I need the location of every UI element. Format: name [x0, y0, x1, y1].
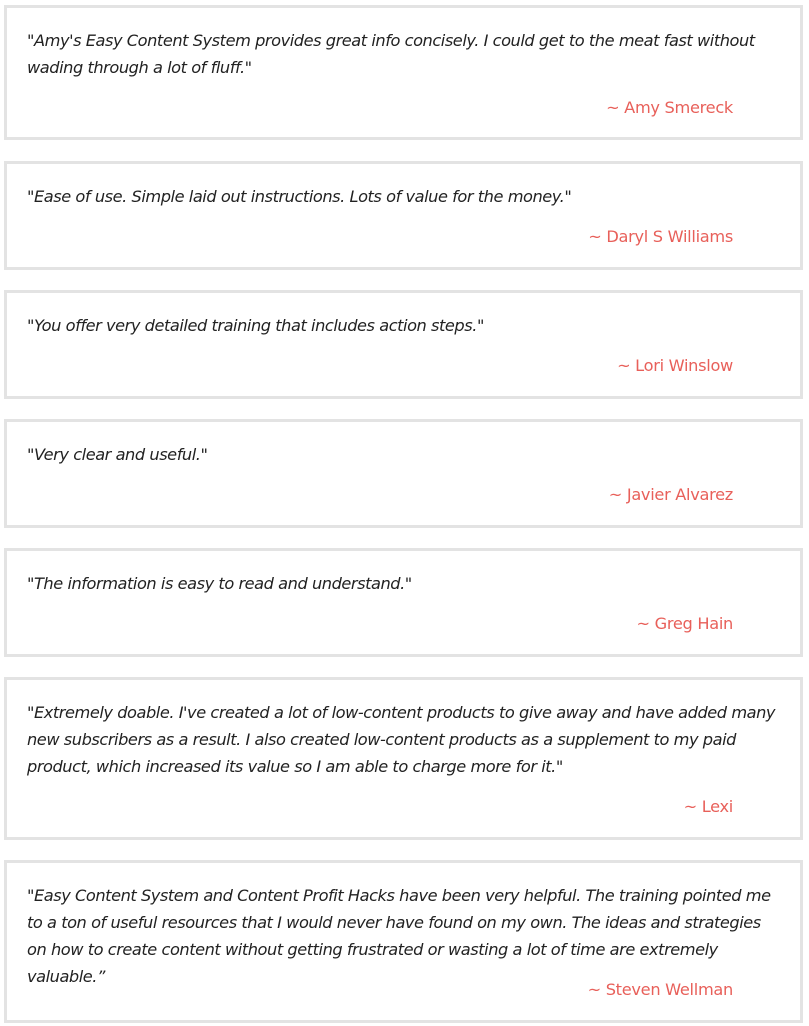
- testimonial-author: ~ Greg Hain: [636, 614, 733, 633]
- testimonial-author: ~ Steven Wellman: [587, 980, 733, 999]
- testimonial-quote: "The information is easy to read and understand.": [27, 574, 412, 593]
- testimonial-quote: "Ease of use. Simple laid out instructions. Lots of value for the money.": [27, 187, 572, 206]
- testimonial-quote: "Extremely doable. I've created a lot of low-content products to give away and have added many new subscribers as a result. I also created low-content products as a supplement to my paid product, which increased its value so I am able to charge more for it.": [27, 703, 776, 776]
- testimonial-author: ~ Daryl S Williams: [588, 227, 733, 246]
- testimonial-quote: "You offer very detailed training that includes action steps.": [27, 316, 484, 335]
- testimonial-card: [4, 419, 803, 528]
- testimonial-card: [4, 860, 803, 1023]
- testimonial-card: [4, 677, 803, 840]
- testimonial-card: [4, 161, 803, 270]
- testimonial-card: [4, 290, 803, 399]
- testimonial-author: ~ Lexi: [683, 797, 733, 816]
- testimonial-card: [4, 5, 803, 140]
- testimonial-quote: "Amy's Easy Content System provides great info concisely. I could get to the meat fast without wading through a lot of fluff.": [27, 31, 755, 77]
- testimonial-author: ~ Lori Winslow: [617, 356, 733, 375]
- testimonial-quote: "Easy Content System and Content Profit Hacks have been very helpful. The training pointed me to a ton of useful resources that I would never have found on my own. The ideas and strategies on how to create content without getting frustrated or wasting a lot of time are extremely valuable.”: [27, 886, 771, 986]
- testimonial-quote: "Very clear and useful.": [27, 445, 208, 464]
- testimonial-author: ~ Amy Smereck: [606, 98, 733, 117]
- testimonial-card: [4, 548, 803, 657]
- testimonial-author: ~ Javier Alvarez: [608, 485, 733, 504]
